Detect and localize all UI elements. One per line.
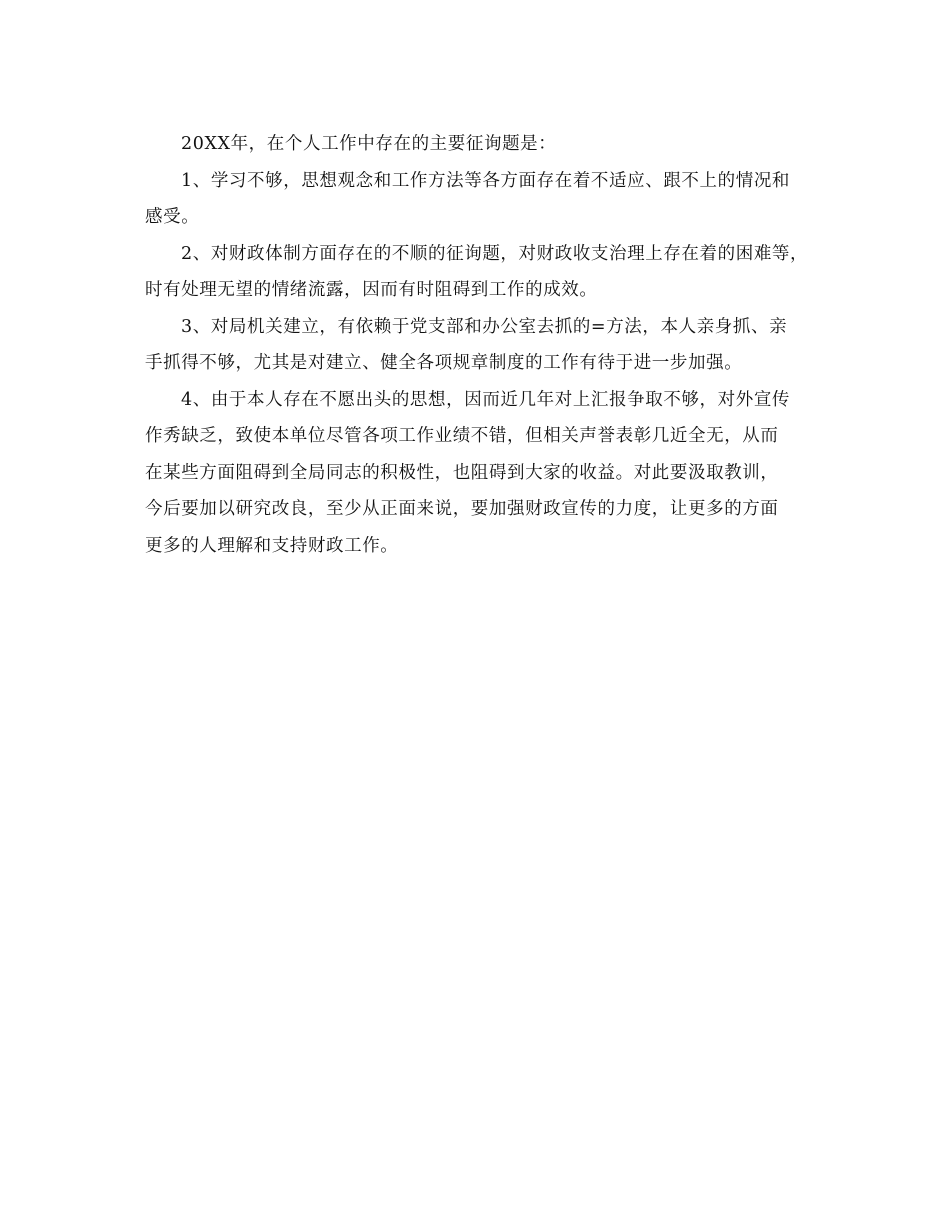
item-4-line-3: 在某些方面阻碍到全局同志的积极性，也阻碍到大家的收益。对此要汲取教训， [145, 462, 779, 483]
intro-line: 20XX年，在个人工作中存在的主要征询题是： [181, 134, 557, 154]
document-body [145, 126, 821, 564]
item-3-line-1: 3、对局机关建立，有依赖于党支部和办公室去抓的=方法，本人亲身抓、亲 [181, 316, 788, 337]
item-4-line-4: 今后要加以研究改良，至少从正面来说，要加强财政宣传的力度，让更多的方面 [145, 499, 779, 519]
item-2-line-2: 时有处理无望的情绪流露，因而有时阻碍到工作的成效。 [145, 280, 598, 300]
item-3-line-2: 手抓得不够，尤其是对建立、健全各项规章制度的工作有待于进一步加强。 [145, 353, 743, 373]
item-1-line-1: 1、学习不够，思想观念和工作方法等各方面存在着不适应、跟不上的情况和 [181, 170, 791, 191]
item-4-line-1: 4、由于本人存在不愿出头的思想，因而近几年对上汇报争取不够，对外宣传 [181, 389, 791, 410]
item-4-line-5: 更多的人理解和支持财政工作。 [145, 535, 399, 556]
item-1-line-2: 感受。 [145, 207, 200, 227]
item-4-line-2: 作秀缺乏，致使本单位尽管各项工作业绩不错，但相关声誉表彰几近全无，从而 [145, 426, 779, 446]
item-2-line-1: 2、对财政体制方面存在的不顺的征询题，对财政收支治理上存在着的困难等， [181, 243, 809, 264]
